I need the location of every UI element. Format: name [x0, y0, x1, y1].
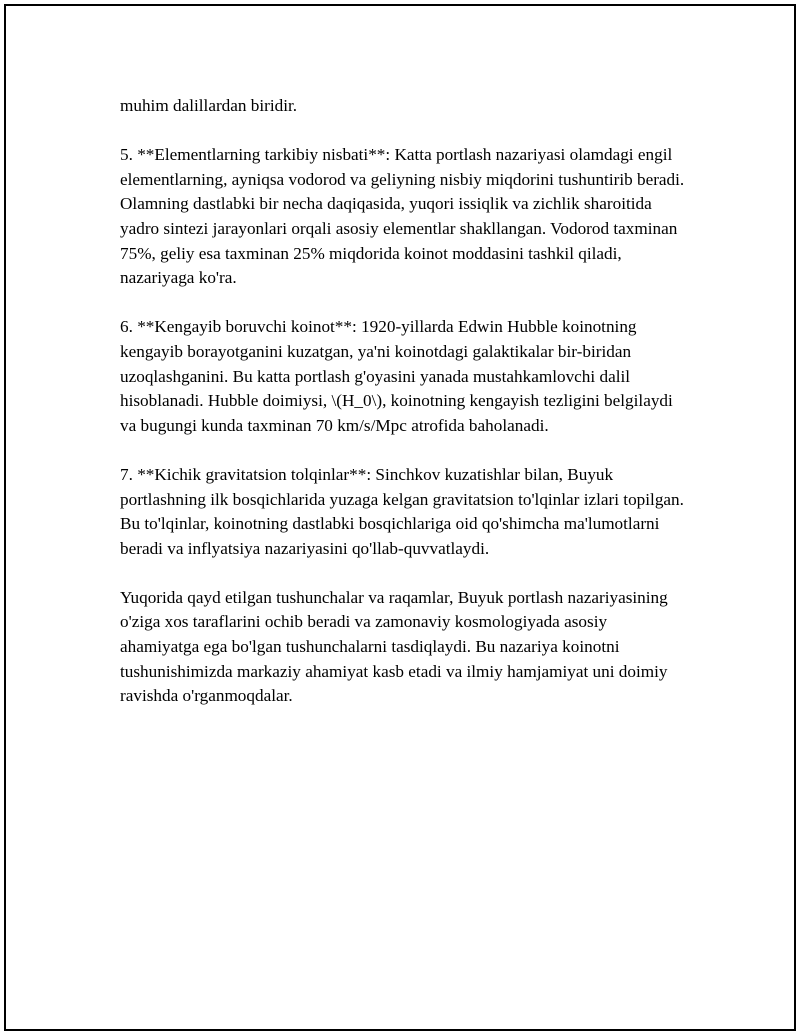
- paragraph-continuation: muhim dalillardan biridir.: [120, 96, 298, 115]
- paragraph-item-6: 6. **Kengayib boruvchi koinot**: 1920-yillarda Edwin Hubble koinotning kengayib borayotganini kuzatgan, ya'ni koinotdagi galaktikalar bir-biridan uzoqlashganini. Bu katta portlash g'oyasini yanada mustahkamlovchi dalil hisoblanadi. Hubble doimiysi, \(H_0\), koinotning kengayish tezligini belgilaydi va bugungi kunda taxminan 70 km/s/Mpc atrofida baholanadi.: [120, 317, 673, 435]
- paragraph-item-5: 5. **Elementlarning tarkibiy nisbati**: Katta portlash nazariyasi olamdagi engil elementlarning, ayniqsa vodorod va geliyning nisbiy miqdorini tushuntirib beradi. Olamning dastlabki bir necha daqiqasida, yuqori issiqlik va zichlik sharoitida yadro sintezi jarayonlari orqali asosiy elementlar shakllangan. Vodorod taxminan 75%, geliy esa taxminan 25% miqdorida koinot moddasini tashkil qiladi, nazariyaga ko'ra.: [120, 145, 685, 288]
- document-page: [4, 4, 796, 1031]
- document-body: [120, 94, 690, 733]
- paragraph-conclusion: Yuqorida qayd etilgan tushunchalar va raqamlar, Buyuk portlash nazariyasining o'ziga xos taraflarini ochib beradi va zamonaviy kosmologiyada asosiy ahamiyatga ega bo'lgan tushunchalarni tasdiqlaydi. Bu nazariya koinotni tushunishimizda markaziy ahamiyat kasb etadi va ilmiy hamjamiyat uni doimiy ravishda o'rganmoqdalar.: [120, 587, 668, 706]
- paragraph-item-7: 7. **Kichik gravitatsion tolqinlar**: Sinchkov kuzatishlar bilan, Buyuk portlashning ilk bosqichlarida yuzaga kelgan gravitatsion to'lqinlar izlari topilgan. Bu to'lqinlar, koinotning dastlabki bosqichlariga oid qo'shimcha ma'lumotlarni beradi va inflyatsiya nazariyasini qo'llab-quvvatlaydi.: [120, 464, 684, 558]
